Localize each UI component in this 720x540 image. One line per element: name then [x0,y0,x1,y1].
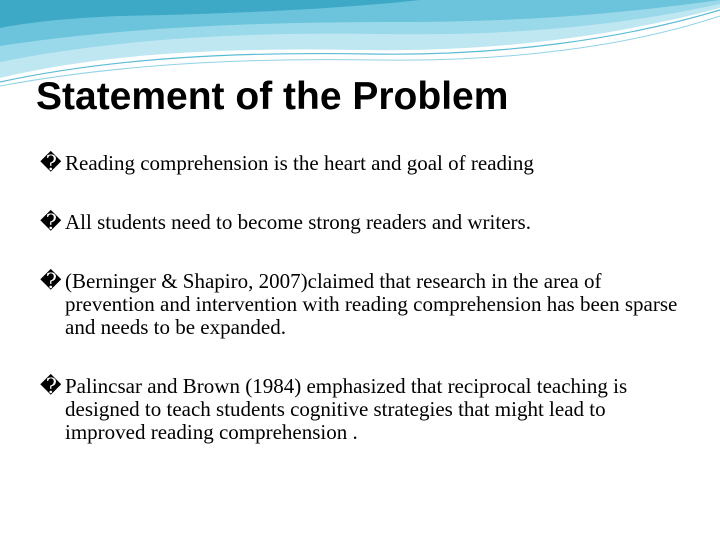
bullet-item [40,270,690,339]
bullet-item [40,152,690,175]
slide-title: Statement of the Problem [36,75,509,118]
bullet-list [40,152,690,444]
bullet-item [40,211,690,234]
bullet-marker-glyph: � [40,210,62,234]
bullet-marker-glyph: � [40,151,62,175]
bullet-marker-glyph: � [40,269,62,293]
bullet-text: All students need to become strong readers and writers. [65,210,531,234]
bullet-item [40,375,690,444]
bullet-marker-glyph: � [40,374,62,398]
bullet-text: Palincsar and Brown (1984) emphasized that reciprocal teaching is designed to teach students cognitive strategies that might lead to improved reading comprehension . [65,374,628,444]
bullet-text: Reading comprehension is the heart and goal of reading [65,151,534,175]
bullet-text: (Berninger & Shapiro, 2007)claimed that research in the area of prevention and intervention with reading comprehension has been sparse and needs to be expanded. [65,269,678,339]
